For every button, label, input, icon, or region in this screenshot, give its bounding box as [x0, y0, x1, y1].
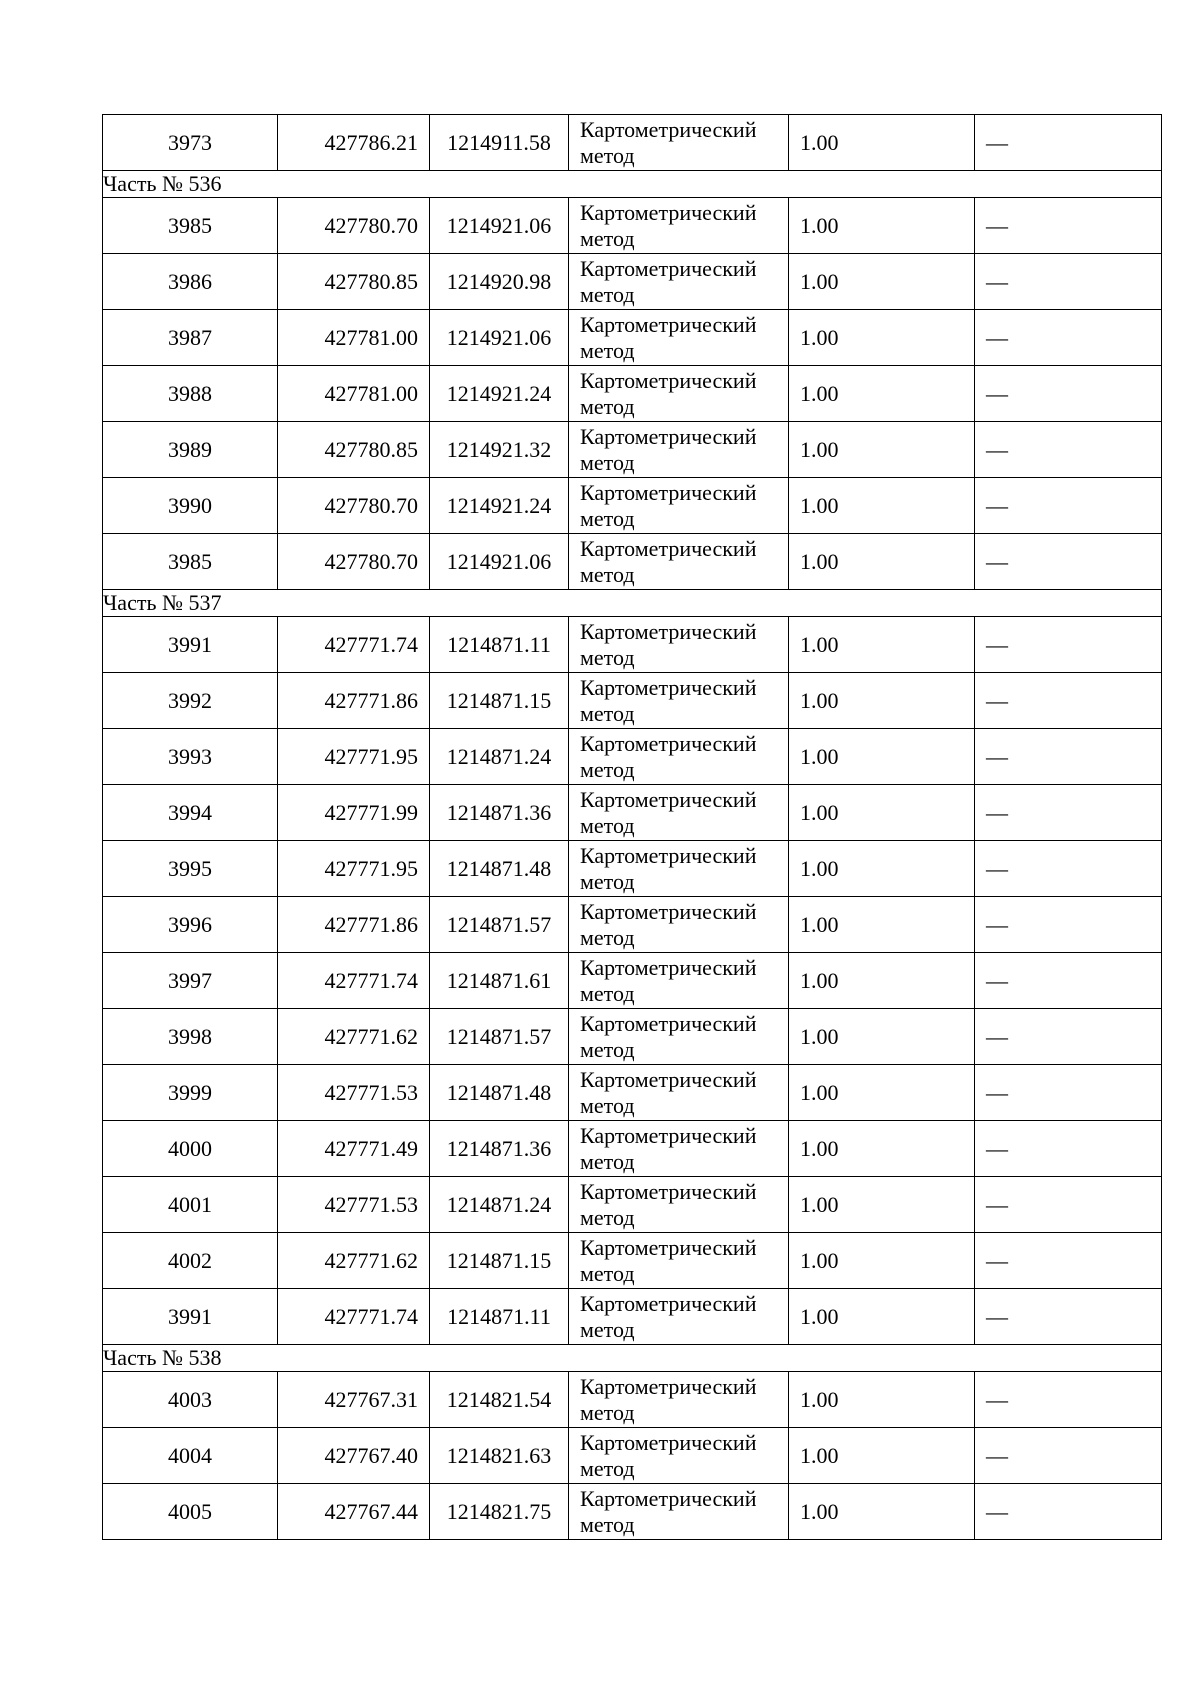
coordinate-x: 427771.86: [278, 897, 430, 953]
method-line-2: метод: [580, 1316, 635, 1342]
table-row: [103, 1233, 1162, 1289]
dash-mark: —: [986, 1247, 1008, 1273]
method-cell: [569, 1233, 789, 1289]
description-cell: [975, 534, 1162, 590]
method-cell: [569, 953, 789, 1009]
method-cell: [569, 534, 789, 590]
method-line-1: Картометрический: [580, 255, 757, 281]
point-number: 3995: [103, 841, 278, 897]
dash-mark: —: [986, 1498, 1008, 1524]
method-line-2: метод: [580, 225, 635, 251]
point-number: 3985: [103, 198, 278, 254]
description-cell: [975, 422, 1162, 478]
point-number: 4002: [103, 1233, 278, 1289]
coordinate-y: 1214921.06: [430, 534, 569, 590]
point-number: 3990: [103, 478, 278, 534]
method-cell: [569, 1177, 789, 1233]
coordinate-y: 1214821.63: [430, 1428, 569, 1484]
coordinate-y: 1214821.75: [430, 1484, 569, 1540]
coordinate-y: 1214871.57: [430, 897, 569, 953]
point-number: 3973: [103, 115, 278, 171]
accuracy-value: 1.00: [789, 1372, 975, 1428]
accuracy-value: 1.00: [789, 1009, 975, 1065]
table-row: [103, 1177, 1162, 1233]
accuracy-value: 1.00: [789, 366, 975, 422]
method-line-2: метод: [580, 449, 635, 475]
dash-mark: —: [986, 436, 1008, 462]
description-cell: [975, 785, 1162, 841]
dash-mark: —: [986, 855, 1008, 881]
method-line-1: Картометрический: [580, 423, 757, 449]
table-row: [103, 617, 1162, 673]
method-cell: [569, 1121, 789, 1177]
accuracy-value: 1.00: [789, 673, 975, 729]
accuracy-value: 1.00: [789, 478, 975, 534]
method-line-1: Картометрический: [580, 311, 757, 337]
point-number: 4003: [103, 1372, 278, 1428]
accuracy-value: 1.00: [789, 841, 975, 897]
table-row: [103, 478, 1162, 534]
table-row: [103, 1289, 1162, 1345]
accuracy-value: 1.00: [789, 422, 975, 478]
dash-mark: —: [986, 1135, 1008, 1161]
method-cell: [569, 198, 789, 254]
coordinate-x: 427771.62: [278, 1233, 430, 1289]
accuracy-value: 1.00: [789, 115, 975, 171]
method-line-2: метод: [580, 812, 635, 838]
dash-mark: —: [986, 129, 1008, 155]
point-number: 4005: [103, 1484, 278, 1540]
table-row: [103, 1121, 1162, 1177]
point-number: 3999: [103, 1065, 278, 1121]
coordinate-y: 1214871.11: [430, 617, 569, 673]
point-number: 3993: [103, 729, 278, 785]
accuracy-value: 1.00: [789, 1121, 975, 1177]
description-cell: [975, 897, 1162, 953]
dash-mark: —: [986, 1023, 1008, 1049]
table-row: [103, 115, 1162, 171]
method-cell: [569, 366, 789, 422]
method-line-2: метод: [580, 1260, 635, 1286]
table-row: [103, 1009, 1162, 1065]
point-number: 4004: [103, 1428, 278, 1484]
table-row: [103, 953, 1162, 1009]
table-row: [103, 198, 1162, 254]
description-cell: [975, 953, 1162, 1009]
description-cell: [975, 1289, 1162, 1345]
dash-mark: —: [986, 1191, 1008, 1217]
dash-mark: —: [986, 1079, 1008, 1105]
dash-mark: —: [986, 548, 1008, 574]
dash-mark: —: [986, 380, 1008, 406]
method-line-1: Картометрический: [580, 1122, 757, 1148]
point-number: 3988: [103, 366, 278, 422]
coordinate-x: 427771.95: [278, 729, 430, 785]
coordinate-y: 1214871.48: [430, 841, 569, 897]
part-label: Часть № 538: [103, 1345, 1162, 1372]
coordinate-y: 1214871.61: [430, 953, 569, 1009]
method-line-2: метод: [580, 868, 635, 894]
dash-mark: —: [986, 1303, 1008, 1329]
dash-mark: —: [986, 492, 1008, 518]
accuracy-value: 1.00: [789, 254, 975, 310]
accuracy-value: 1.00: [789, 1289, 975, 1345]
table-row: [103, 366, 1162, 422]
coordinate-x: 427767.31: [278, 1372, 430, 1428]
table-row: [103, 673, 1162, 729]
coordinate-x: 427781.00: [278, 310, 430, 366]
method-cell: [569, 1428, 789, 1484]
point-number: 3987: [103, 310, 278, 366]
coordinate-x: 427767.44: [278, 1484, 430, 1540]
method-line-2: метод: [580, 142, 635, 168]
description-cell: [975, 310, 1162, 366]
method-line-2: метод: [580, 924, 635, 950]
method-line-2: метод: [580, 756, 635, 782]
coordinate-x: 427771.74: [278, 953, 430, 1009]
accuracy-value: 1.00: [789, 1233, 975, 1289]
description-cell: [975, 198, 1162, 254]
accuracy-value: 1.00: [789, 198, 975, 254]
accuracy-value: 1.00: [789, 897, 975, 953]
coordinate-x: 427780.70: [278, 534, 430, 590]
accuracy-value: 1.00: [789, 1484, 975, 1540]
method-line-2: метод: [580, 393, 635, 419]
accuracy-value: 1.00: [789, 1428, 975, 1484]
coordinate-x: 427767.40: [278, 1428, 430, 1484]
point-number: 3992: [103, 673, 278, 729]
table-row: [103, 310, 1162, 366]
method-line-1: Картометрический: [580, 479, 757, 505]
table-row: [103, 254, 1162, 310]
description-cell: [975, 478, 1162, 534]
description-cell: [975, 729, 1162, 785]
method-line-1: Картометрический: [580, 116, 757, 142]
table-row: [103, 1484, 1162, 1540]
method-line-1: Картометрический: [580, 1178, 757, 1204]
description-cell: [975, 617, 1162, 673]
part-header-row: [103, 1345, 1162, 1372]
dash-mark: —: [986, 631, 1008, 657]
method-line-2: метод: [580, 281, 635, 307]
coordinate-y: 1214871.57: [430, 1009, 569, 1065]
description-cell: [975, 1372, 1162, 1428]
point-number: 4001: [103, 1177, 278, 1233]
coordinate-y: 1214871.11: [430, 1289, 569, 1345]
method-line-1: Картометрический: [580, 1373, 757, 1399]
coordinate-x: 427780.70: [278, 198, 430, 254]
coordinate-x: 427781.00: [278, 366, 430, 422]
method-line-2: метод: [580, 505, 635, 531]
dash-mark: —: [986, 743, 1008, 769]
coordinate-x: 427771.74: [278, 1289, 430, 1345]
table-row: [103, 897, 1162, 953]
method-line-2: метод: [580, 337, 635, 363]
dash-mark: —: [986, 212, 1008, 238]
method-line-2: метод: [580, 1455, 635, 1481]
coordinate-x: 427771.99: [278, 785, 430, 841]
accuracy-value: 1.00: [789, 617, 975, 673]
coordinate-x: 427771.53: [278, 1065, 430, 1121]
dash-mark: —: [986, 687, 1008, 713]
point-number: 3996: [103, 897, 278, 953]
method-line-1: Картометрический: [580, 1290, 757, 1316]
coordinate-y: 1214871.36: [430, 1121, 569, 1177]
table-row: [103, 785, 1162, 841]
description-cell: [975, 841, 1162, 897]
method-cell: [569, 841, 789, 897]
point-number: 3998: [103, 1009, 278, 1065]
method-line-2: метод: [580, 644, 635, 670]
method-line-2: метод: [580, 700, 635, 726]
dash-mark: —: [986, 1386, 1008, 1412]
coordinate-y: 1214871.48: [430, 1065, 569, 1121]
accuracy-value: 1.00: [789, 1177, 975, 1233]
table-row: [103, 1372, 1162, 1428]
coordinate-x: 427771.53: [278, 1177, 430, 1233]
coordinate-y: 1214821.54: [430, 1372, 569, 1428]
coordinate-y: 1214921.32: [430, 422, 569, 478]
method-line-2: метод: [580, 1399, 635, 1425]
accuracy-value: 1.00: [789, 310, 975, 366]
method-line-1: Картометрический: [580, 1066, 757, 1092]
method-line-2: метод: [580, 1092, 635, 1118]
method-line-1: Картометрический: [580, 898, 757, 924]
coordinate-y: 1214921.06: [430, 198, 569, 254]
method-cell: [569, 115, 789, 171]
method-cell: [569, 729, 789, 785]
coordinate-y: 1214911.58: [430, 115, 569, 171]
point-number: 4000: [103, 1121, 278, 1177]
table-row: [103, 1428, 1162, 1484]
method-line-1: Картометрический: [580, 842, 757, 868]
table-row: [103, 729, 1162, 785]
part-label: Часть № 536: [103, 171, 1162, 198]
method-line-1: Картометрический: [580, 367, 757, 393]
method-line-1: Картометрический: [580, 1485, 757, 1511]
method-line-2: метод: [580, 1511, 635, 1537]
dash-mark: —: [986, 324, 1008, 350]
part-header-row: [103, 171, 1162, 198]
description-cell: [975, 1065, 1162, 1121]
description-cell: [975, 1009, 1162, 1065]
point-number: 3991: [103, 617, 278, 673]
point-number: 3986: [103, 254, 278, 310]
description-cell: [975, 1177, 1162, 1233]
method-cell: [569, 673, 789, 729]
method-cell: [569, 1065, 789, 1121]
coordinate-y: 1214921.24: [430, 478, 569, 534]
coordinate-y: 1214871.15: [430, 673, 569, 729]
description-cell: [975, 254, 1162, 310]
description-cell: [975, 366, 1162, 422]
method-line-1: Картометрический: [580, 954, 757, 980]
point-number: 3994: [103, 785, 278, 841]
point-number: 3989: [103, 422, 278, 478]
table-row: [103, 1065, 1162, 1121]
method-line-1: Картометрический: [580, 1010, 757, 1036]
part-header-row: [103, 590, 1162, 617]
coordinates-table: [102, 114, 1162, 1540]
point-number: 3991: [103, 1289, 278, 1345]
dash-mark: —: [986, 967, 1008, 993]
coordinate-y: 1214920.98: [430, 254, 569, 310]
accuracy-value: 1.00: [789, 785, 975, 841]
coordinate-y: 1214921.24: [430, 366, 569, 422]
method-cell: [569, 897, 789, 953]
coordinate-x: 427771.74: [278, 617, 430, 673]
coordinate-y: 1214871.24: [430, 729, 569, 785]
coordinate-x: 427780.70: [278, 478, 430, 534]
method-line-2: метод: [580, 1204, 635, 1230]
method-line-1: Картометрический: [580, 1234, 757, 1260]
table-row: [103, 534, 1162, 590]
method-cell: [569, 1009, 789, 1065]
description-cell: [975, 1121, 1162, 1177]
method-line-2: метод: [580, 561, 635, 587]
method-line-1: Картометрический: [580, 199, 757, 225]
description-cell: [975, 115, 1162, 171]
method-line-2: метод: [580, 1036, 635, 1062]
method-line-1: Картометрический: [580, 730, 757, 756]
table-row: [103, 422, 1162, 478]
accuracy-value: 1.00: [789, 953, 975, 1009]
method-line-2: метод: [580, 980, 635, 1006]
coordinate-y: 1214871.36: [430, 785, 569, 841]
coordinates-table-body: [103, 115, 1162, 1540]
coordinate-x: 427771.62: [278, 1009, 430, 1065]
coordinate-y: 1214921.06: [430, 310, 569, 366]
method-line-1: Картометрический: [580, 1429, 757, 1455]
coordinate-y: 1214871.15: [430, 1233, 569, 1289]
point-number: 3985: [103, 534, 278, 590]
method-cell: [569, 422, 789, 478]
dash-mark: —: [986, 911, 1008, 937]
coordinate-x: 427771.49: [278, 1121, 430, 1177]
method-line-1: Картометрический: [580, 535, 757, 561]
description-cell: [975, 1428, 1162, 1484]
method-cell: [569, 785, 789, 841]
table-row: [103, 841, 1162, 897]
method-cell: [569, 478, 789, 534]
part-label: Часть № 537: [103, 590, 1162, 617]
method-cell: [569, 254, 789, 310]
description-cell: [975, 1233, 1162, 1289]
coordinate-x: 427771.86: [278, 673, 430, 729]
accuracy-value: 1.00: [789, 1065, 975, 1121]
coordinate-x: 427786.21: [278, 115, 430, 171]
dash-mark: —: [986, 268, 1008, 294]
dash-mark: —: [986, 799, 1008, 825]
coordinate-x: 427771.95: [278, 841, 430, 897]
coordinate-y: 1214871.24: [430, 1177, 569, 1233]
method-cell: [569, 617, 789, 673]
coordinate-x: 427780.85: [278, 422, 430, 478]
method-line-1: Картометрический: [580, 786, 757, 812]
method-line-1: Картометрический: [580, 618, 757, 644]
accuracy-value: 1.00: [789, 534, 975, 590]
method-cell: [569, 1289, 789, 1345]
description-cell: [975, 1484, 1162, 1540]
point-number: 3997: [103, 953, 278, 1009]
dash-mark: —: [986, 1442, 1008, 1468]
description-cell: [975, 673, 1162, 729]
accuracy-value: 1.00: [789, 729, 975, 785]
coordinate-x: 427780.85: [278, 254, 430, 310]
method-cell: [569, 1484, 789, 1540]
method-cell: [569, 1372, 789, 1428]
method-line-1: Картометрический: [580, 674, 757, 700]
method-cell: [569, 310, 789, 366]
method-line-2: метод: [580, 1148, 635, 1174]
